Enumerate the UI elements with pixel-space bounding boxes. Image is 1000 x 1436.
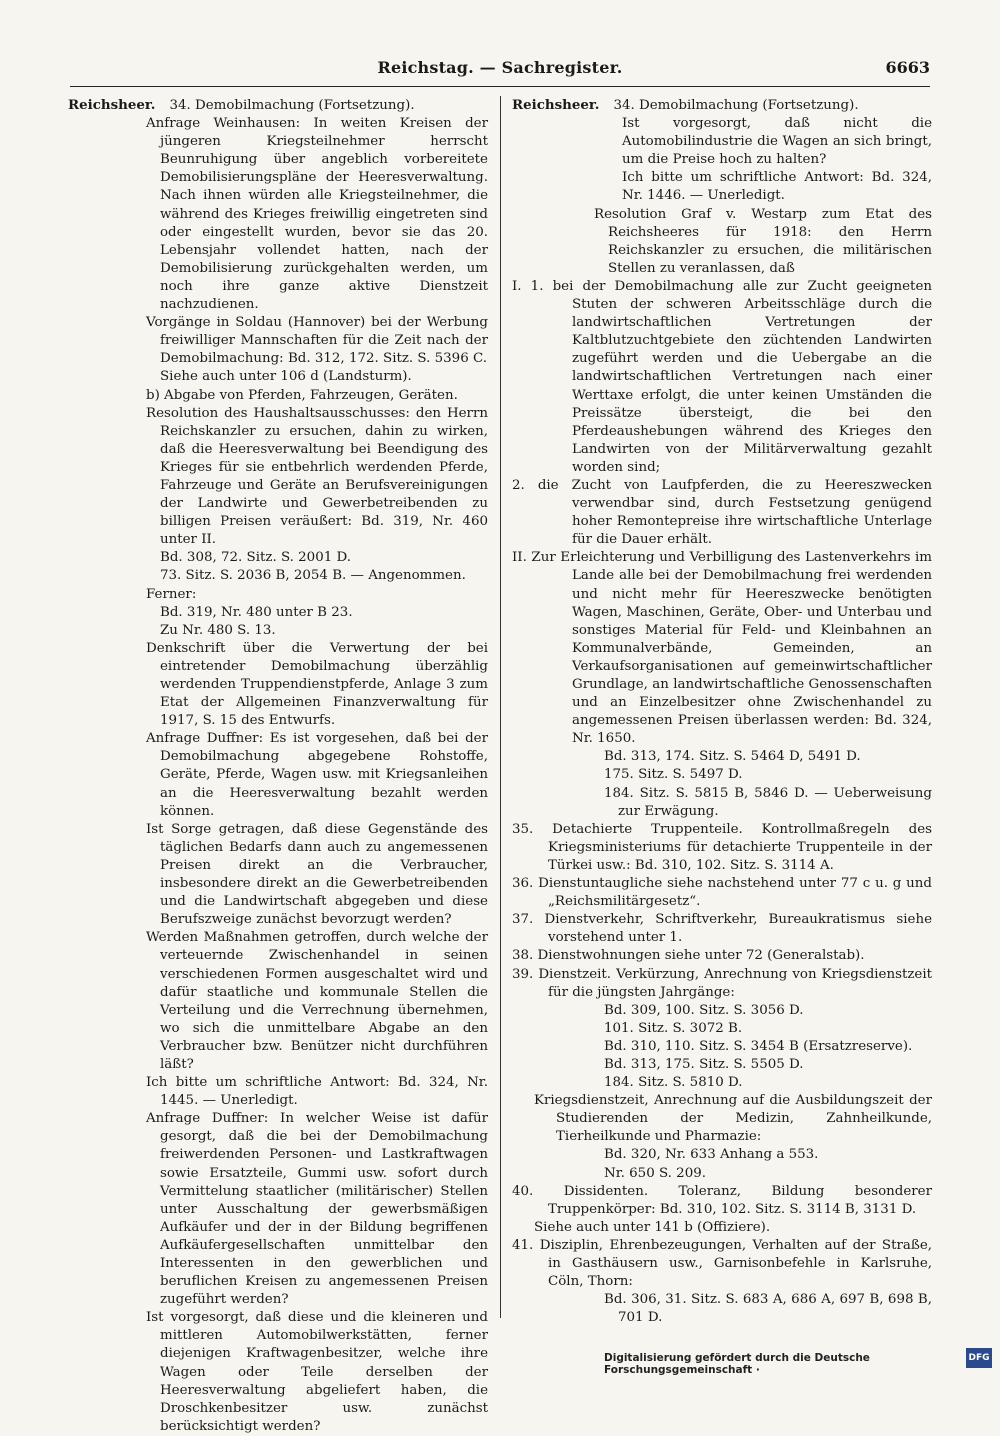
entry-paragraph (512, 748, 932, 766)
entry-text: Siehe auch unter 141 b (Offiziere). (534, 1219, 771, 1235)
entry-paragraph (512, 1146, 932, 1164)
entry-paragraph (512, 1183, 932, 1219)
entry-text: Bd. 308, 72. Sitz. S. 2001 D. (160, 550, 352, 566)
entry-paragraph (68, 929, 488, 1074)
entry-text: Bd. 313, 175. Sitz. S. 5505 D. (604, 1056, 804, 1072)
entry-text: Bd. 306, 31. Sitz. S. 683 A, 686 A, 697 B, 698 B, 701 D. (604, 1292, 932, 1326)
entry-paragraph (68, 622, 488, 640)
entry-paragraph (512, 766, 932, 784)
entry-paragraph (68, 640, 488, 730)
entry-text: 73. Sitz. S. 2036 B, 2054 B. — Angenommen. (160, 568, 466, 584)
entry-paragraph (512, 1092, 932, 1146)
entry-paragraph (68, 115, 488, 314)
entry-paragraph (68, 387, 488, 405)
entry-text: b) Abgabe von Pferden, Fahrzeugen, Geräten. (146, 387, 458, 403)
entry-text: Vorgänge in Soldau (Hannover) bei der Werbung freiwilliger Mannschaften für die Zeit nach der Demobilmachung: Bd. 312, 172. Sitz. S. 5396 C. (146, 315, 488, 367)
entry-text: Bd. 319, Nr. 480 unter B 23. (160, 604, 353, 620)
entry-paragraph (512, 278, 932, 477)
entry-paragraph (512, 1056, 932, 1074)
entry-text: Bd. 309, 100. Sitz. S. 3056 D. (604, 1002, 804, 1018)
entry-text: Bd. 320, Nr. 633 Anhang a 553. (604, 1147, 819, 1163)
entry-paragraph (512, 1038, 932, 1056)
entry-paragraph (512, 96, 932, 115)
left-column (68, 96, 488, 1436)
entry-text: 38. Dienstwohnungen siehe unter 72 (Generalstab). (512, 948, 865, 964)
entry-paragraph (512, 549, 932, 748)
entry-paragraph (512, 477, 932, 549)
dfg-logo: DFG (966, 1348, 992, 1368)
entry-text: Ist vorgesorgt, daß nicht die Automobilindustrie die Wagen an sich bringt, um die Preise hoch zu halten? (622, 116, 932, 168)
entry-paragraph (68, 821, 488, 930)
entry-text: Ich bitte um schriftliche Antwort: Bd. 324, Nr. 1446. — Unerledigt. (622, 170, 932, 204)
entry-text: 175. Sitz. S. 5497 D. (604, 767, 743, 783)
entry-paragraph (512, 115, 932, 169)
entry-text: 39. Dienstzeit. Verkürzung, Anrechnung von Kriegsdienstzeit für die jüngsten Jahrgänge: (512, 966, 932, 1000)
entry-paragraph (68, 1309, 488, 1436)
entry-text: Ferner: (146, 586, 197, 602)
entry-paragraph (512, 947, 932, 965)
entry-text: 36. Dienstuntaugliche siehe nachstehend unter 77 c u. g und „Reichsmilitärgesetz“. (512, 876, 932, 910)
entry-text: 35. Detachierte Truppenteile. Kontrollmaßregeln des Kriegsministeriums für detachierte Truppenteile in der Türkei usw.: Bd. 310, 102. Sitz. S. 3114 A. (512, 821, 932, 873)
entry-paragraph (68, 586, 488, 604)
entry-paragraph (512, 1219, 932, 1237)
entry-text: Resolution Graf v. Westarp zum Etat des Reichsheeres für 1918: den Herrn Reichskanzler zu ersuchen, die militärischen Stellen zu veranlassen, daß (594, 206, 932, 276)
entry-text: Werden Maßnahmen getroffen, durch welche der verteuernde Zwischenhandel in seinen verschiedenen Formen ausgeschaltet wird und dafür staatliche und kommunale Stellen die Verteilung und die Verrechnung übernehmen, wo sich die unmittelbare Abgabe an den Verbraucher bzw. Benützer nicht durchführen läßt? (146, 930, 488, 1072)
entry-text: 2. die Zucht von Laufpferden, die zu Heereszwecken verwendbar sind, durch Festsetzung genügend hoher Remontepreise ihre wirtschaftliche Unterlage für die Dauer erhält. (512, 477, 932, 548)
entry-paragraph (512, 821, 932, 875)
entry-paragraph (68, 549, 488, 567)
entry-text: Ist Sorge getragen, daß diese Gegenstände des täglichen Bedarfs dann auch zu angemessenen Preisen direkt an die Verbraucher, insbesondere direkt an die Gewerbetreibenden und die Landwirtschaft abgegeben und diese Berufszweige zunächst bevorzugt werden? (146, 821, 488, 928)
entry-text: 101. Sitz. S. 3072 B. (604, 1020, 743, 1036)
entry-text: 41. Disziplin, Ehrenbezeugungen, Verhalten auf der Straße, in Gasthäusern usw., Garnisonbefehle in Karlsruhe, Cöln, Thorn: (512, 1237, 932, 1290)
entry-text: 184. Sitz. S. 5815 B, 5846 D. — Ueberweisung zur Erwägung. (604, 785, 932, 819)
entry-text: Anfrage Duffner: Es ist vorgesehen, daß bei der Demobilmachung abgegebene Rohstoffe, Geräte, Pferde, Wagen usw. mit Kriegsanleihen an die Heeresverwaltung bezahlt werden können. (146, 731, 488, 819)
entry-text: Ich bitte um schriftliche Antwort: Bd. 324, Nr. 1445. — Unerledigt. (146, 1075, 488, 1109)
entry-paragraph (512, 206, 932, 278)
entry-text: Bd. 310, 110. Sitz. S. 3454 B (Ersatzreserve). (604, 1038, 913, 1054)
entry-text: 34. Demobilmachung (Fortsetzung). (613, 98, 859, 113)
entry-text: Bd. 313, 174. Sitz. S. 5464 D, 5491 D. (604, 749, 861, 765)
page-header (70, 58, 930, 87)
entry-text: 40. Dissidenten. Toleranz, Bildung besonderer Truppenkörper: Bd. 310, 102. Sitz. S. 3114 B, 3131 D. (512, 1183, 932, 1217)
entry-text: 34. Demobilmachung (Fortsetzung). (169, 98, 415, 113)
entry-paragraph (512, 1165, 932, 1183)
entry-paragraph (512, 1074, 932, 1092)
entry-text: Denkschrift über die Verwertung der bei eintretender Demobilmachung überzählig werdenden Truppendienstpferde, Anlage 3 zum Etat der Allgemeinen Finanzverwaltung für 1917, S. 15 des Entwurfs. (146, 640, 488, 729)
entry-paragraph (512, 966, 932, 1002)
column-divider (500, 96, 501, 1318)
entry-paragraph (512, 785, 932, 821)
entry-text: Anfrage Weinhausen: In weiten Kreisen der jüngeren Kriegsteilnehmer herrscht Beunruhigung über angeblich vorbereitete Demobilisierungspläne der Heeresverwaltung. Nach ihnen würden alle Kriegsteilnehmer, die während des Krieges freiwillig eingetreten sind oder eingestellt wurden, bevor sie das 20. Lebensjahr vollendet hatten, nach der Demobilisierung zurückgehalten werden, um noch ihre ganze aktive Dienstzeit nachzudienen. (146, 116, 488, 313)
running-title: Reichstag. — Sachregister. (377, 58, 623, 77)
entry-text: Nr. 650 S. 209. (604, 1165, 706, 1181)
entry-paragraph (68, 567, 488, 585)
entry-text: 37. Dienstverkehr, Schriftverkehr, Bureaukratismus siehe vorstehend unter 1. (512, 912, 932, 946)
entry-text: Resolution des Haushaltsausschusses: den Herrn Reichskanzler zu ersuchen, dahin zu wirken, daß die Heeresverwaltung bei Beendigung des Krieges für sie entbehrlich werdenden Pferde, Fahrzeuge und Geräte an Berufsvereinigungen der Landwirte und Gewerbetreibenden zu billigen Preisen veräußert: Bd. 319, Nr. 460 unter II. (146, 405, 488, 548)
section-running-head: Reichsheer. (68, 97, 156, 113)
entry-paragraph (512, 911, 932, 947)
entry-paragraph (68, 314, 488, 368)
entry-text: Anfrage Duffner: In welcher Weise ist dafür gesorgt, daß die bei der Demobilmachung freiwerdenden Personen- und Lastkraftwagen sowie Ersatzteile, Gummi usw. sofort durch Vermittelung staatlicher (militärischer) Stellen unter Ausschaltung der gewerbsmäßigen Aufkäufer und der in der Bildung begriffenen Aufkäufergesellschaften unmittelbar den Interessenten in den gewerblichen und beruflichen Kreisen zu angemessenen Preisen zugeführt werden? (146, 1111, 488, 1308)
entry-paragraph (68, 96, 488, 115)
page-number: 6663 (885, 58, 930, 77)
entry-text: I. 1. bei der Demobilmachung alle zur Zucht geeigneten Stuten der schweren Arbeitsschläge durch die landwirtschaftlichen Vertretungen der Kaltblutzuchtgebiete den züchtenden Landwirten zugeführt werden und die Uebergabe an die landwirtschaftlichen Vertretungen nach einer Werttaxe erfolgt, die unter keinen Umständen die Preissätze übersteigt, die bei den Pferdeaushebungen während des Krieges den Landwirten von der Militärverwaltung gezahlt worden sind; (512, 278, 932, 475)
entry-paragraph (68, 604, 488, 622)
section-running-head: Reichsheer. (512, 97, 600, 113)
entry-text: II. Zur Erleichterung und Verbilligung des Lastenverkehrs im Lande alle bei der Demobilmachung frei werdenden und nicht mehr für Heereszwecke benötigten Wagen, Maschinen, Geräte, Ober- und Unterbau und sonstiges Material für Feld- und Kleinbahnen an Kommunalverbände, Gemeinden, an Verkaufsorganisationen auf gemeinwirtschaftlicher Grundlage, an landwirtschaftliche Genossenschaften und an Einzelbesitzer ohne Zwischenhandel zu angemessenen Preisen überlassen werden: Bd. 324, Nr. 1650. (512, 550, 932, 747)
entry-paragraph (68, 730, 488, 820)
entry-text: Ist vorgesorgt, daß diese und die kleineren und mittleren Automobilwerkstätten, ferner diejenigen Kraftwagenbesitzer, welche ihre Wagen oder Teile derselben der Heeresverwaltung abgeliefert haben, die Droschkenbesitzer usw. zunächst berücksichtigt werden? (146, 1310, 488, 1434)
entry-paragraph (512, 1020, 932, 1038)
entry-paragraph (512, 169, 932, 205)
entry-text: 184. Sitz. S. 5810 D. (604, 1075, 743, 1091)
entry-text: Zu Nr. 480 S. 13. (160, 622, 276, 638)
entry-paragraph (512, 875, 932, 911)
entry-paragraph (512, 1291, 932, 1327)
entry-text: Siehe auch unter 106 d (Landsturm). (160, 369, 412, 385)
entry-paragraph (512, 1002, 932, 1020)
right-column (512, 96, 932, 1327)
footer-credit: Digitalisierung gefördert durch die Deutsche Forschungsgemeinschaft · (604, 1352, 870, 1376)
entry-paragraph (512, 1237, 932, 1291)
entry-paragraph (68, 1074, 488, 1110)
entry-paragraph (68, 1110, 488, 1309)
entry-text: Kriegsdienstzeit, Anrechnung auf die Ausbildungszeit der Studierenden der Medizin, Zahnheilkunde, Tierheilkunde und Pharmazie: (534, 1093, 932, 1145)
entry-paragraph (68, 368, 488, 386)
entry-paragraph (68, 405, 488, 550)
